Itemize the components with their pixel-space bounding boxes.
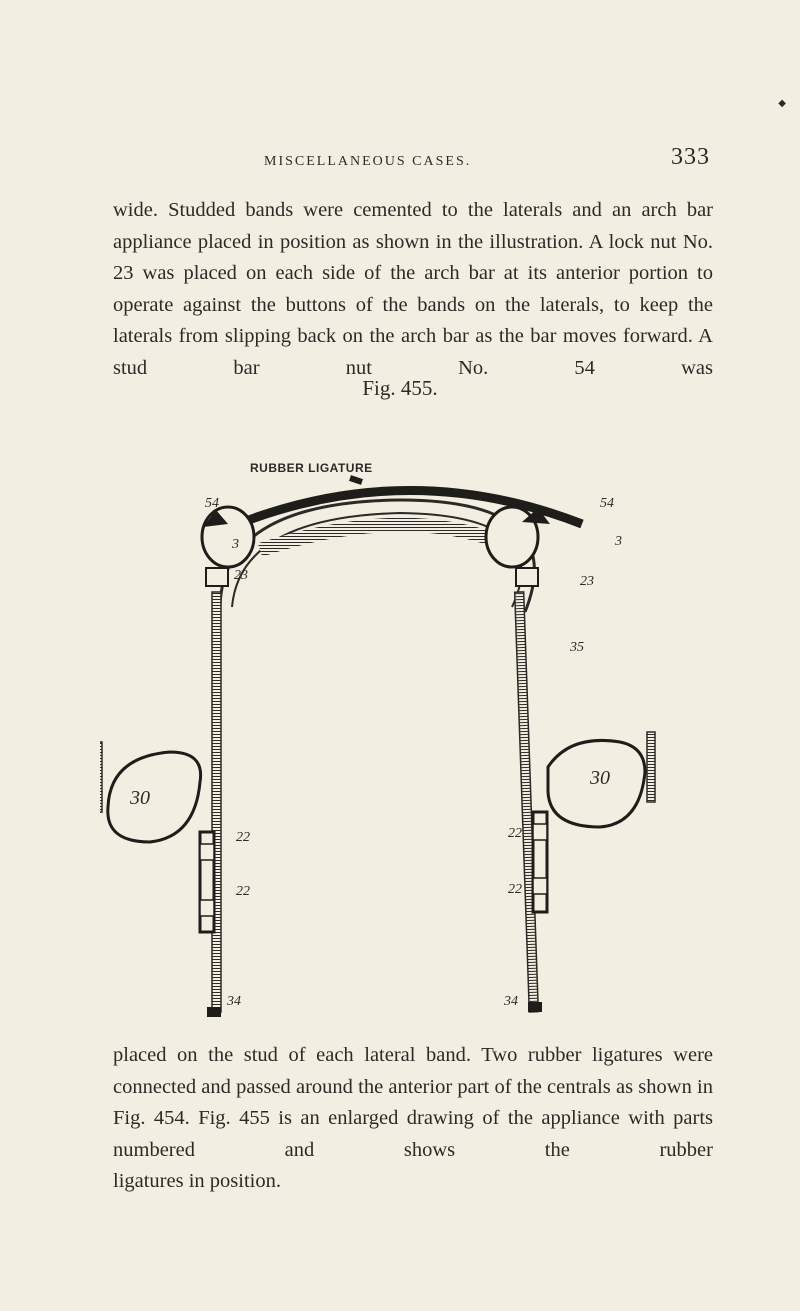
- right-molar-rod: [647, 732, 655, 802]
- part-number: 23: [580, 574, 594, 589]
- part-number: 22: [236, 884, 250, 899]
- text-line: A lock nut No. 23 was placed on each side of the arch bar at its: [113, 230, 713, 285]
- left-lateral-band: [202, 507, 254, 567]
- part-number: 3: [232, 537, 239, 552]
- part-number: 34: [227, 994, 241, 1009]
- part-number: 3: [615, 534, 622, 549]
- part-number: 35: [570, 640, 584, 655]
- ligature-knot: [350, 478, 362, 482]
- appliance-figure: [100, 412, 720, 1032]
- text-line: bar appliance placed in position as shown in the illustration.: [113, 199, 714, 253]
- margin-mark: ◆: [778, 98, 786, 109]
- right-lock-nut: [516, 568, 538, 586]
- right-threaded-rod: [515, 592, 539, 1012]
- text-line: centrals as shown in Fig. 454. Fig. 455 is an enlarged drawing: [113, 1075, 714, 1130]
- appliance-drawing: [100, 412, 720, 1032]
- part-number: 22: [508, 882, 522, 897]
- left-threaded-rod: [212, 592, 221, 1012]
- text-line: ligatures in position.: [113, 1170, 281, 1193]
- part-number: 54: [205, 496, 219, 511]
- left-end-nut: [207, 1007, 221, 1017]
- part-number: 54: [600, 496, 614, 511]
- left-molar-rod: [100, 742, 102, 812]
- rubber-ligature-label: RUBBER LIGATURE: [250, 461, 373, 475]
- text-line: bar as the bar moves forward. A stud bar nut No. 54 was: [113, 325, 713, 379]
- text-line: placed on the stud of each lateral band. Two rubber ligatures: [113, 1044, 663, 1066]
- paragraph-bottom: [113, 1040, 713, 1198]
- page-number: 333: [671, 144, 710, 170]
- text-line: of the appliance with parts numbered and shows the rubber: [113, 1107, 714, 1161]
- paragraph-top: [113, 195, 713, 385]
- figure-caption: Fig. 455.: [362, 376, 438, 400]
- part-number: 23: [234, 568, 248, 583]
- left-molar-band: [108, 752, 201, 842]
- part-number: 30: [590, 767, 610, 789]
- text-line: wide. Studded bands were cemented to the laterals and an arch: [113, 199, 677, 221]
- text-line: anterior portion to operate against the buttons of the bands on: [113, 262, 713, 316]
- text-line: were connected and passed around the anterior part of the: [113, 1044, 714, 1098]
- text-line: the laterals, to keep the laterals from slipping back on the arch: [113, 293, 714, 348]
- right-end-nut: [528, 1002, 542, 1012]
- part-number: 30: [130, 787, 150, 809]
- left-lock-nut: [206, 568, 228, 586]
- part-number: 22: [508, 826, 522, 841]
- part-number: 34: [504, 994, 518, 1009]
- part-number: 22: [236, 830, 250, 845]
- running-title: MISCELLANEOUS CASES.: [264, 154, 472, 169]
